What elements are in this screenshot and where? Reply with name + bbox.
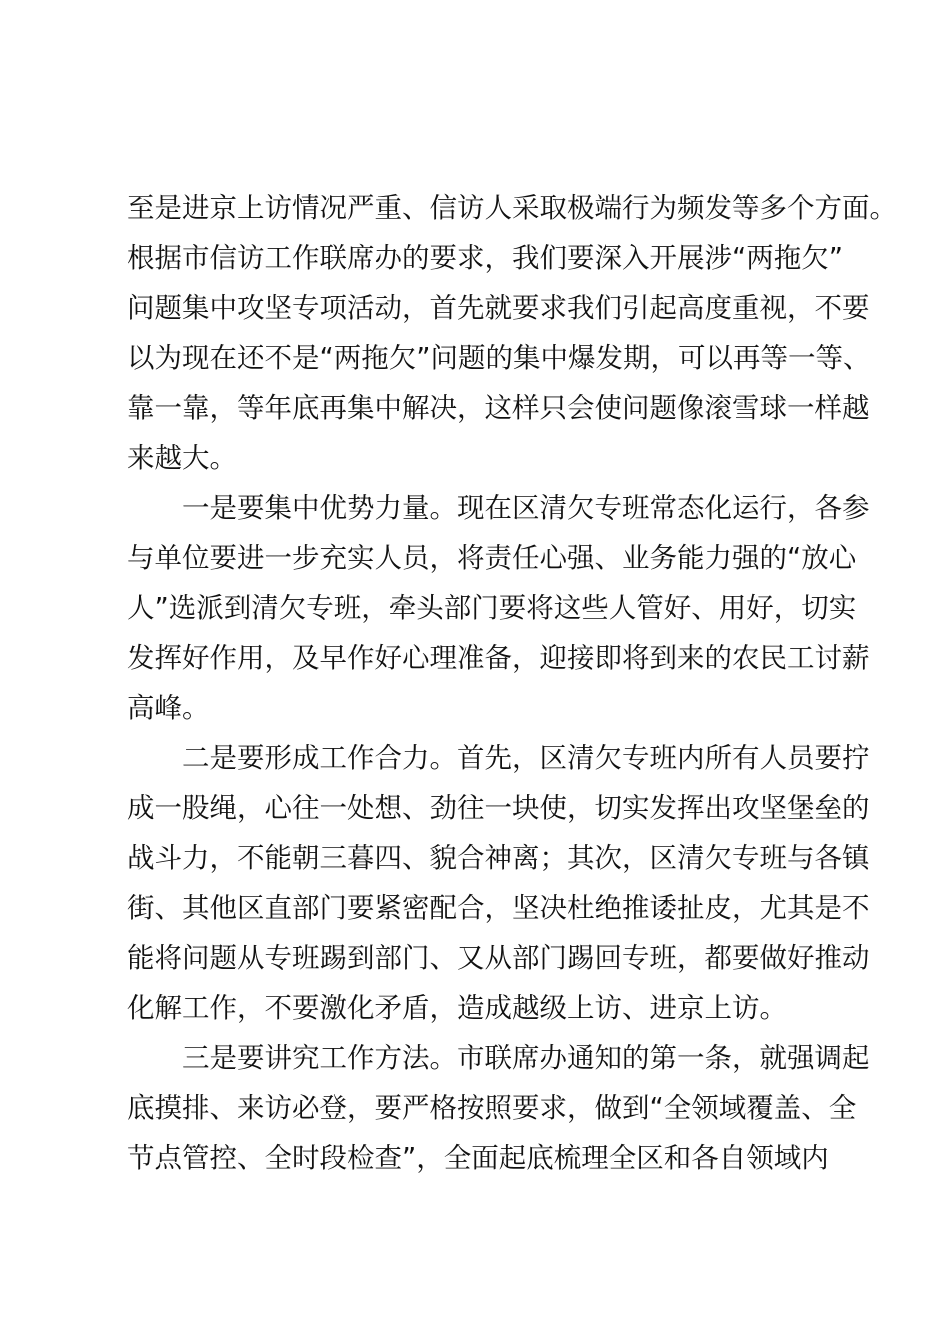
text-line: 问题集中攻坚专项活动，首先就要求我们引起高度重视，不要 [127,292,870,324]
text-line: 街、其他区直部门要紧密配合，坚决杜绝推诿扯皮，尤其是不 [127,892,870,924]
text-line: 战斗力，不能朝三暮四、貌合神离；其次，区清欠专班与各镇 [127,842,870,874]
text-line: 能将问题从专班踢到部门、又从部门踢回专班，都要做好推动 [127,942,870,974]
text-line: 三是要讲究工作方法。市联席办通知的第一条，就强调起 [127,1042,870,1074]
text-line: 人”选派到清欠专班，牵头部门要将这些人管好、用好，切实 [127,592,857,624]
text-line: 根据市信访工作联席办的要求，我们要深入开展涉“两拖欠” [127,242,843,274]
text-line: 来越大。 [127,442,237,474]
text-line: 至是进京上访情况严重、信访人采取极端行为频发等多个方面。 [127,192,897,224]
text-line: 底摸排、来访必登，要严格按照要求，做到“全领域覆盖、全 [127,1092,857,1124]
text-line: 节点管控、全时段检查”，全面起底梳理全区和各自领域内 [127,1142,829,1174]
text-line: 高峰。 [127,692,210,724]
body-text [127,183,897,1183]
text-line: 靠一靠，等年底再集中解决，这样只会使问题像滚雪球一样越 [127,392,870,424]
text-line: 与单位要进一步充实人员，将责任心强、业务能力强的“放心 [127,542,857,574]
text-line: 成一股绳，心往一处想、劲往一块使，切实发挥出攻坚堡垒的 [127,792,870,824]
text-line: 一是要集中优势力量。现在区清欠专班常态化运行，各参 [127,492,870,524]
text-line: 以为现在还不是“两拖欠”问题的集中爆发期，可以再等一等、 [127,342,871,374]
text-line: 化解工作，不要激化矛盾，造成越级上访、进京上访。 [127,992,787,1024]
text-line: 发挥好作用，及早作好心理准备，迎接即将到来的农民工讨薪 [127,642,870,674]
text-line: 二是要形成工作合力。首先，区清欠专班内所有人员要拧 [127,742,870,774]
